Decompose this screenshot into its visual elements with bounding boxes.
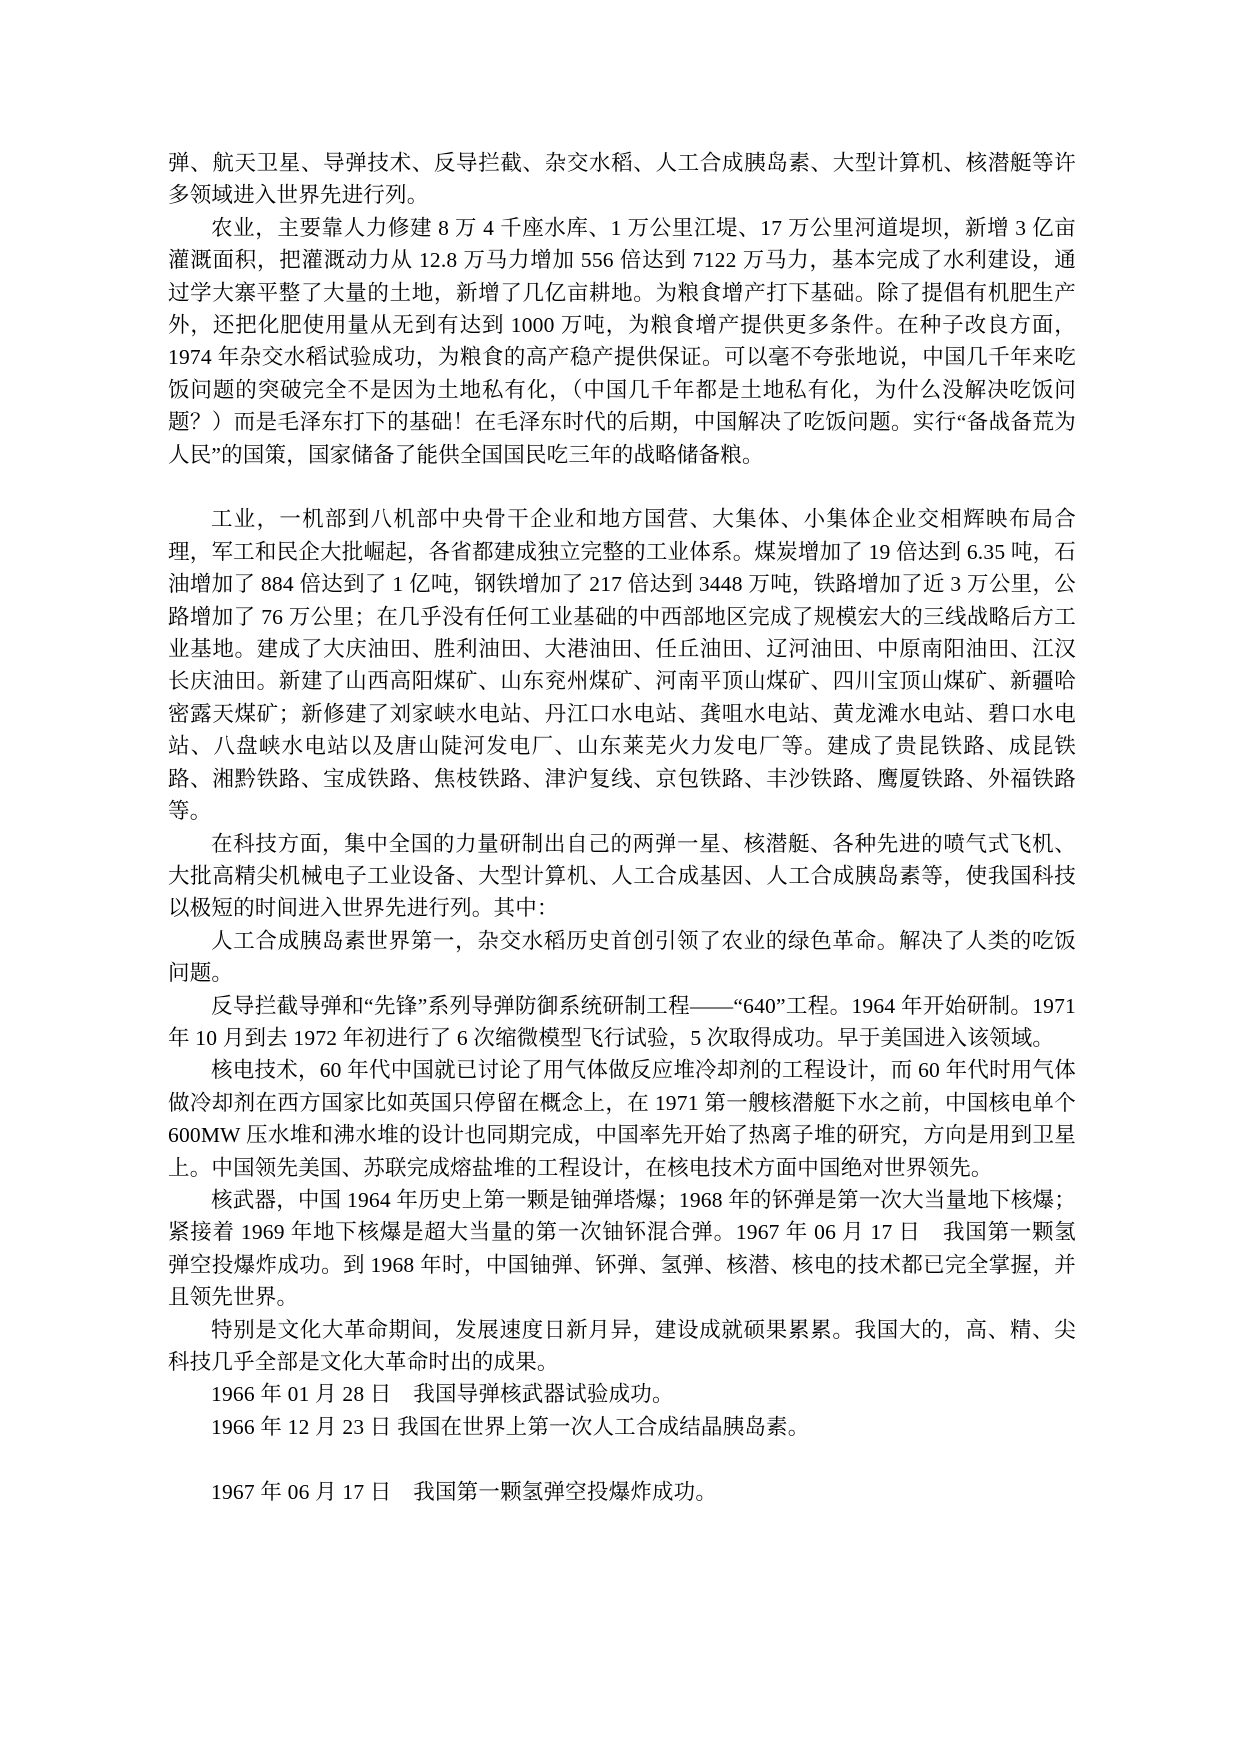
paragraph-insulin-rice: 人工合成胰岛素世界第一，杂交水稻历史首创引领了农业的绿色革命。解决了人类的吃饭问题。 bbox=[168, 928, 1076, 986]
paragraph-date-1966-12-23: 1966 年 12 月 23 日 我国在世界上第一次人工合成结晶胰岛素。 bbox=[211, 1414, 810, 1439]
paragraph-nuclear-power: 核电技术，60 年代中国就已讨论了用气体做反应堆冷却剂的工程设计，而 60 年代时用气体做冷却剂在西方国家比如英国只停留在概念上，在 1971 第一艘核潜艇下水之前，中国核电单个 600MW 压水堆和沸水堆的设计也同期完成，中国率先开始了热离子堆的研究，方向是用到卫星上。中国领先美国、苏联完成熔盐堆的工程设计，在核电技术方面中国绝对世界领先。 bbox=[168, 1058, 1076, 1180]
paragraph-nuclear-weapons: 核武器，中国 1964 年历史上第一颗是铀弹塔爆；1968 年的钚弹是第一次大当量地下核爆；紧接着 1969 年地下核爆是超大当量的第一次铀钚混合弹。1967 年 06 月 17 日 我国第一颗氢弹空投爆炸成功。到 1968 年时，中国铀弹、钚弹、氢弹、核潜、核电的技术都已完全掌握，并且领先世界。 bbox=[168, 1187, 1076, 1310]
paragraph-missile-defense: 反导拦截导弹和“先锋”系列导弹防御系统研制工程——“640”工程。1964 年开始研制。1971 年 10 月到去 1972 年初进行了 6 次缩微模型飞行试验，5 次取得成功。早于美国进入该领域。 bbox=[168, 993, 1076, 1050]
paragraph-agriculture: 农业，主要靠人力修建 8 万 4 千座水库、1 万公里江堤、17 万公里河道堤坝，新增 3 亿亩灌溉面积，把灌溉动力从 12.8 万马力增加 556 倍达到 7122 万马力，基本完成了水利建设，通过学大寨平整了大量的土地，新增了几亿亩耕地。为粮食增产打下基础。除了提倡有机肥生产外，还把化肥使用量从无到有达到 1000 万吨，为粮食增产提供更多条件。在种子改良方面，1974 年杂交水稻试验成功，为粮食的高产稳产提供保证。可以毫不夸张地说，中国几千年来吃饭问题的突破完全不是因为土地私有化，（中国几千年都是土地私有化，为什么没解决吃饭问题？）而是毛泽东打下的基础！在毛泽东时代的后期，中国解决了吃饭问题。实行“备战备荒为人民”的国策，国家储备了能供全国国民吃三年的战略储备粮。 bbox=[168, 215, 1076, 467]
blank-line bbox=[168, 471, 1076, 503]
paragraph-cultural-revolution: 特别是文化大革命期间，发展速度日新月异，建设成就硕果累累。我国大的，高、精、尖科技几乎全部是文化大革命时出的成果。 bbox=[168, 1317, 1076, 1375]
paragraph-industry: 工业，一机部到八机部中央骨干企业和地方国营、大集体、小集体企业交相辉映布局合理，军工和民企大批崛起，各省都建成独立完整的工业体系。煤炭增加了 19 倍达到 6.35 吨，石油增加了 884 倍达到了 1 亿吨，钢铁增加了 217 倍达到 3448 万吨，铁路增加了近 3 万公里，公路增加了 76 万公里；在几乎没有任何工业基础的中西部地区完成了规模宏大的三线战略后方工业基地。建成了大庆油田、胜利油田、大港油田、任丘油田、辽河油田、中原南阳油田、江汉长庆油田。新建了山西高阳煤矿、山东兖州煤矿、河南平顶山煤矿、四川宝顶山煤矿、新疆哈密露天煤矿；新修建了刘家峡水电站、丹江口水电站、龚咀水电站、黄龙滩水电站、碧口水电站、八盘峡水电站以及唐山陡河发电厂、山东莱芜火力发电厂等。建成了贵昆铁路、成昆铁路、湘黔铁路、宝成铁路、焦枝铁路、津沪复线、京包铁路、丰沙铁路、鹰厦铁路、外福铁路等。 bbox=[168, 507, 1076, 824]
paragraph-intro-continuation: 弹、航天卫星、导弹技术、反导拦截、杂交水稻、人工合成胰岛素、大型计算机、核潜艇等许多领域进入世界先进行列。 bbox=[168, 151, 1076, 208]
blank-line bbox=[168, 1443, 1076, 1475]
paragraph-science-tech: 在科技方面，集中全国的力量研制出自己的两弹一星、核潜艇、各种先进的喷气式飞机、大批高精尖机械电子工业设备、大型计算机、人工合成基因、人工合成胰岛素等，使我国科技以极短的时间进入世界先进行列。其中： bbox=[168, 831, 1076, 921]
paragraph-date-1967-06-17: 1967 年 06 月 17 日 我国第一颗氢弹空投爆炸成功。 bbox=[211, 1479, 718, 1504]
paragraph-date-1966-01-28: 1966 年 01 月 28 日 我国导弹核武器试验成功。 bbox=[211, 1382, 674, 1407]
